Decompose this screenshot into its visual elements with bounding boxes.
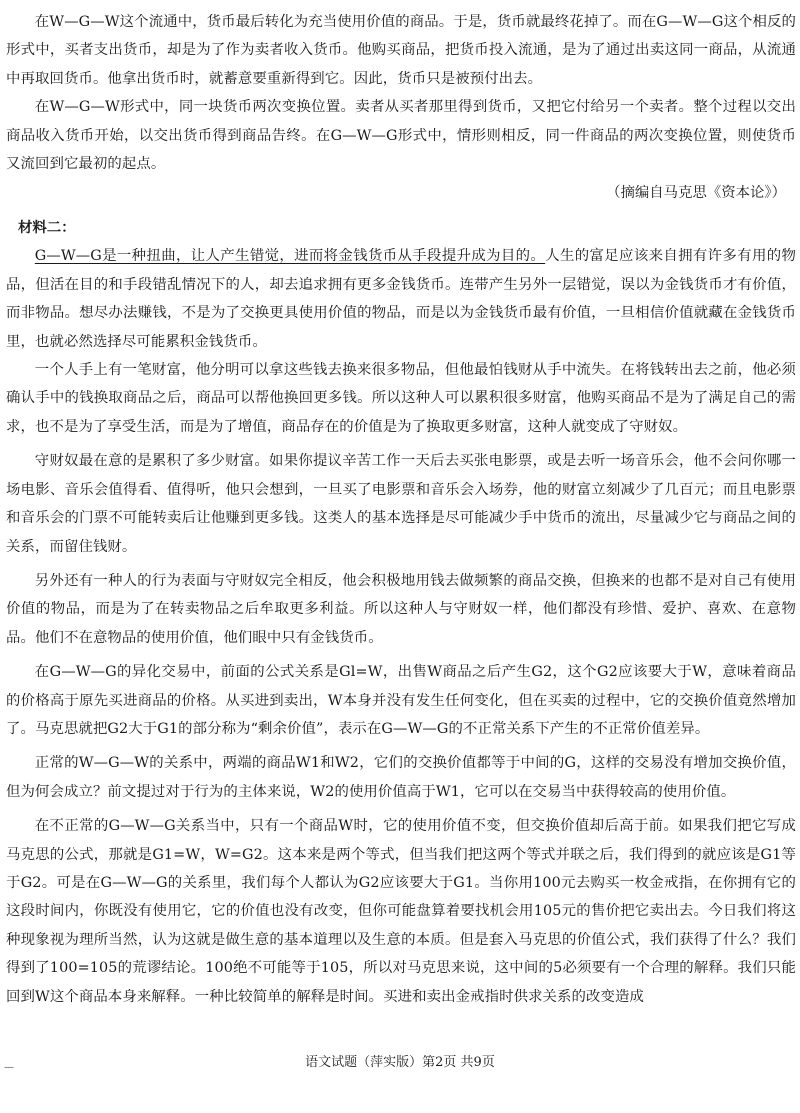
material2-paragraph-5: 在G—W—G的异化交易中，前面的公式关系是Gl=W，出售W商品之后产生G2，这个G2应该要大于W，意味着商品的价格高于原先买进商品的价格。从买进到卖出，W本身并没有发生任何变化，但在买卖的过程中，它的交换价值竟然增加了。马克思就把G2大于G1的部分称为“剩余价值”，表示在G—W—G的不正常关系下产生的不正常价值差异。 [6, 664, 796, 737]
material2-paragraph-6: 正常的W—G—W的关系中，两端的商品W1和W2，它们的交换价值都等于中间的G，这样的交易没有增加交换价值，但为何会成立？前文提过对于行为的主体来说，W2的使用价值高于W1，它可以在交易当中获得较高的使用价值。 [6, 755, 796, 800]
paragraph-1-rest: 人生的富足应该来自拥有许多有用的物品，但活在目的和手段错乱情况下的人，却去追求拥有更多金钱货币。连带产生另外一层错觉，误以为金钱货币才有价值，而非物品。想尽办法赚钱，不是为了交换更具使用价值的物品，而是以为金钱货币最有价值，一旦相信价值就藏在金钱货币里，也就必然选择尽可能累积金钱货币。 [6, 248, 796, 350]
material2-paragraph-4: 另外还有一种人的行为表面与守财奴完全相反，他会积极地用钱去做频繁的商品交换，但换来的也都不是对自己有使用价值的物品，而是为了在转卖物品之后牟取更多利益。所以这种人与守财奴一样，他们都没有珍惜、爱护、喜欢、在意物品。他们不在意物品的使用价值，他们眼中只有金钱货币。 [6, 572, 796, 646]
underlined-sentence: G—W—G是一种扭曲，让人产生错觉，进而将金钱货币从手段提升成为目的。 [34, 248, 546, 265]
material2-paragraph-3: 守财奴最在意的是累积了多少财富。如果你提议辛苦工作一天后去买张电影票，或是去听一场音乐会，他不会问你哪一场电影、音乐会值得看、值得听，他只会想到，一旦买了电影票和音乐会入场券，他的财富立刻减少了几百元；而且电影票和音乐会的门票不可能转卖后让他赚到更多钱。这类人的基本选择是尽可能减少手中货币的流出，尽量减少它与商品之间的关系，而留住钱财。 [6, 453, 796, 555]
material1-source: （摘编自马克思《资本论》） [606, 185, 786, 202]
material2-paragraph-1 [6, 242, 796, 356]
material2-heading: 材料二： [18, 219, 76, 237]
page-content [6, 8, 796, 1011]
material1-paragraph-1: 在W—G—W这个流通中，货币最后转化为充当使用价值的商品。于是，货币就最终花掉了。而在G—W—G这个相反的形式中，买者支出货币，却是为了作为卖者收入货币。他购买商品，把货币投入流通，是为了通过出卖这同一商品，从流通中再取回货币。他拿出货币时，就蓄意要重新得到它。因此，货币只是被预付出去。 [6, 14, 796, 87]
page-footer: 语文试题（萍实版）第2页 共9页 [305, 1055, 495, 1070]
material1-paragraph-2: 在W—G—W形式中，同一块货币两次变换位置。卖者从买者那里得到货币，又把它付给另一个卖者。整个过程以交出商品收入货币开始，以交出货币得到商品告终。在G—W—G形式中，情形则相反，同一件商品的两次变换位置，则使货币又流回到它最初的起点。 [6, 99, 796, 173]
corner-mark: — [4, 1062, 14, 1073]
material2-paragraph-7: 在不正常的G—W—G关系当中，只有一个商品W时，它的使用价值不变，但交换价值却后高于前。如果我们把它写成马克思的公式，那就是G1=W，W=G2。这本来是两个等式，但当我们把这两个等式并联之后，我们得到的就应该是G1等于G2。可是在G—W—G的关系里，我们每个人都认为G2应该要大于G1。当你用100元去购买一枚金戒指，在你拥有它的这段时间内，你既没有使用它，它的价值也没有改变，但你可能盘算着要找机会用105元的售价把它卖出去。今日我们将这种现象视为理所当然，认为这就是做生意的基本道理以及生意的本质。但是套入马克思的价值公式，我们获得了什么？我们得到了100=105的荒谬结论。100绝不可能等于105，所以对马克思来说，这中间的5必须要有一个合理的解释。我们只能回到W这个商品本身来解释。一种比较简单的解释是时间。买进和卖出金戒指时供求关系的改变造成 [6, 818, 796, 1005]
material2-paragraph-2: 一个人手上有一笔财富，他分明可以拿这些钱去换来很多物品，但他最怕钱财从手中流失。在将钱转出去之前，他必须确认手中的钱换取商品之后，商品可以帮他换回更多钱。所以这种人可以累积很多财富，他购买商品不是为了满足自己的需求，也不是为了享受生活，而是为了增值，商品存在的价值是为了换取更多财富，这种人就变成了守财奴。 [6, 362, 796, 435]
